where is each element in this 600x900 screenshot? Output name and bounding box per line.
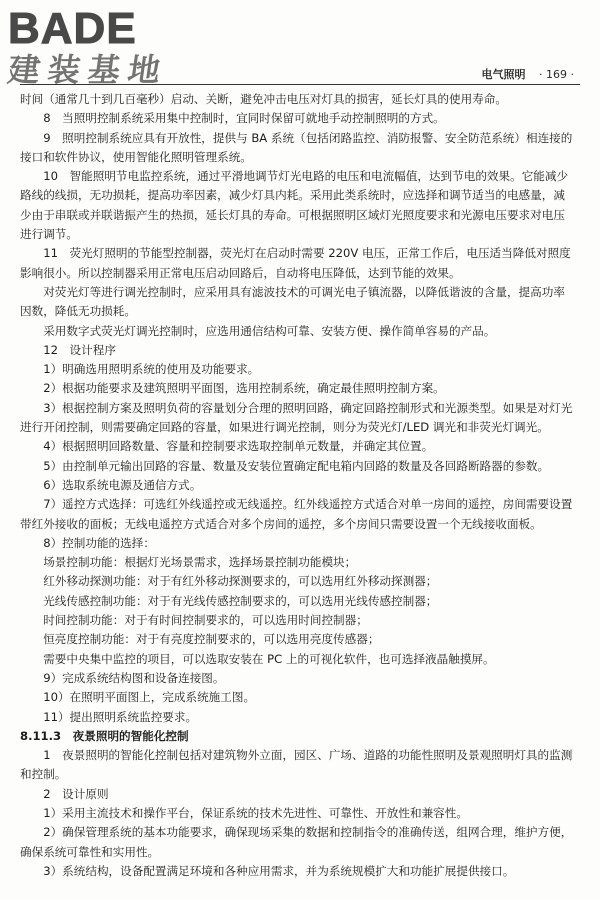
paragraph: 采用数字式荧光灯调光控制时，应选用通信结构可靠、安装方便、操作简单容易的产品。 <box>43 323 496 338</box>
list-item: 7）遥控方式选择：可选红外线遥控或无线遥控。红外线遥控方式适合对单一房间的遥控，房间需要设置带红外接收的面板；无线电遥控方式适合对多个房间的遥控，多个房间只需要设置一个无线接收面板。 <box>20 497 573 531</box>
paragraph: 9 照明控制系统应具有开放性，提供与 BA 系统（包括闭路监控、消防报警、安全防范系统）相连接的接口和软件协议，使用智能化照明管理系统。 <box>20 130 573 164</box>
subsection-heading: 2 设计原则 <box>43 786 109 801</box>
paragraph: 时间（通常几十到几百毫秒）启动、关断，避免冲击电压对灯具的损害，延长灯具的使用寿命。 <box>20 92 507 106</box>
header-rule <box>20 84 580 85</box>
list-item: 1）采用主流技术和操作平台，保证系统的技术先进性、可靠性、开放性和兼容性。 <box>43 805 468 820</box>
paragraph: 11 荧光灯照明的节能型控制器，荧光灯在启动时需要 220V 电压，正常工作后，电压适当降低对照度影响很小。所以控制器采用正常电压启动回路后，自动将电压降低，达到节能的效果。 <box>20 246 571 280</box>
list-item: 3）系统结构，设备配置满足环境和各种应用需求，并为系统规模扩大和功能扩展提供接口。 <box>43 863 515 878</box>
list-item: 8）控制功能的选择： <box>43 535 155 550</box>
list-item: 5）由控制单元输出回路的容量、数量及安装位置确定配电箱内回路的数量及各回路断路器的参数。 <box>43 458 550 473</box>
list-item: 场景控制功能：根据灯光场景需求，选择场景控制功能模块； <box>43 555 357 570</box>
list-item: 1）明确选用照明系统的使用及功能要求。 <box>43 362 260 377</box>
running-header <box>482 66 574 82</box>
list-item: 6）选取系统电源及通信方式。 <box>43 477 202 492</box>
subsection-heading: 12 设计程序 <box>43 342 116 357</box>
list-item: 需要中央集中监控的项目，可以选取安装在 PC 上的可视化软件，也可选择液晶触摸屏。 <box>43 651 495 666</box>
list-item: 4）根据照明回路数量、容量和控制要求选取控制单元数量，并确定其位置。 <box>43 439 434 454</box>
list-item: 2）确保管理系统的基本功能要求，确保现场采集的数据和控制指令的准确传送，组网合理，维护方便，确保系统可靠性和实用性。 <box>20 825 573 859</box>
list-item: 光线传感控制功能：对于有光线传感控制要求的，可以选用光线传感控制器； <box>43 593 438 608</box>
paragraph: 对荧光灯等进行调光控制时，应采用具有滤波技术的可调光电子镇流器，以降低谐波的含量，提高功率因数，降低无功损耗。 <box>20 284 565 319</box>
section-title: 电气照明 <box>481 68 526 81</box>
publisher-logo <box>5 4 208 92</box>
section-heading: 8.11.3 夜景照明的智能化控制 <box>20 728 189 743</box>
paragraph: 10 智能照明节电监控系统，通过平滑地调节灯光电路的电压和电流幅值，达到节电的效果。它能减少路线的线损，无功损耗，提高功率因素，减少灯具内耗。采用此类系统时，应选择和调节适当的电感量，减少由于串联或并联谐振产生的热损，延长灯具的寿命。可根据照明区域灯光照度要求和光源电压要求对电压进行调节。 <box>20 169 569 242</box>
list-item: 恒亮度控制功能：对于有亮度控制要求的，可以选用亮度传感器； <box>43 632 380 647</box>
paragraph: 8 当照明控制系统采用集中控制时，宜同时保留可就地手动控制照明的方式。 <box>43 111 445 126</box>
list-item: 11）提出照明系统监控要求。 <box>43 709 198 724</box>
list-item: 10）在照明平面图上，完成系统施工图。 <box>43 690 256 705</box>
page-number: · 169 · <box>539 68 574 81</box>
list-item: 2）根据功能要求及建筑照明平面图，选用控制系统，确定最佳照明控制方案。 <box>43 381 445 396</box>
logo-latin-text: BADE <box>8 4 137 53</box>
list-item: 红外移动探测功能：对于有红外移动探测要求的，可以选用红外移动探测器； <box>43 574 438 589</box>
paragraph: 1 夜景照明的智能化控制包括对建筑物外立面，园区、广场、道路的功能性照明及景观照明灯具的监测和控制。 <box>20 748 573 782</box>
page-body <box>20 90 574 881</box>
list-item: 时间控制功能：对于有时间控制要求的，可以选用时间控制器； <box>43 613 368 628</box>
list-item: 3）根据控制方案及照明负荷的容量划分合理的照明回路，确定回路控制形式和光源类型。如果是对灯光进行开闭控制，则需要确定回路的容量，如果进行调光控制，则分为荧光灯/LED 调光和非荧光灯调光。 <box>20 400 573 435</box>
list-item: 9）完成系统结构图和设备连接图。 <box>43 670 225 685</box>
logo-chinese-text: 建装基地 <box>5 51 171 89</box>
